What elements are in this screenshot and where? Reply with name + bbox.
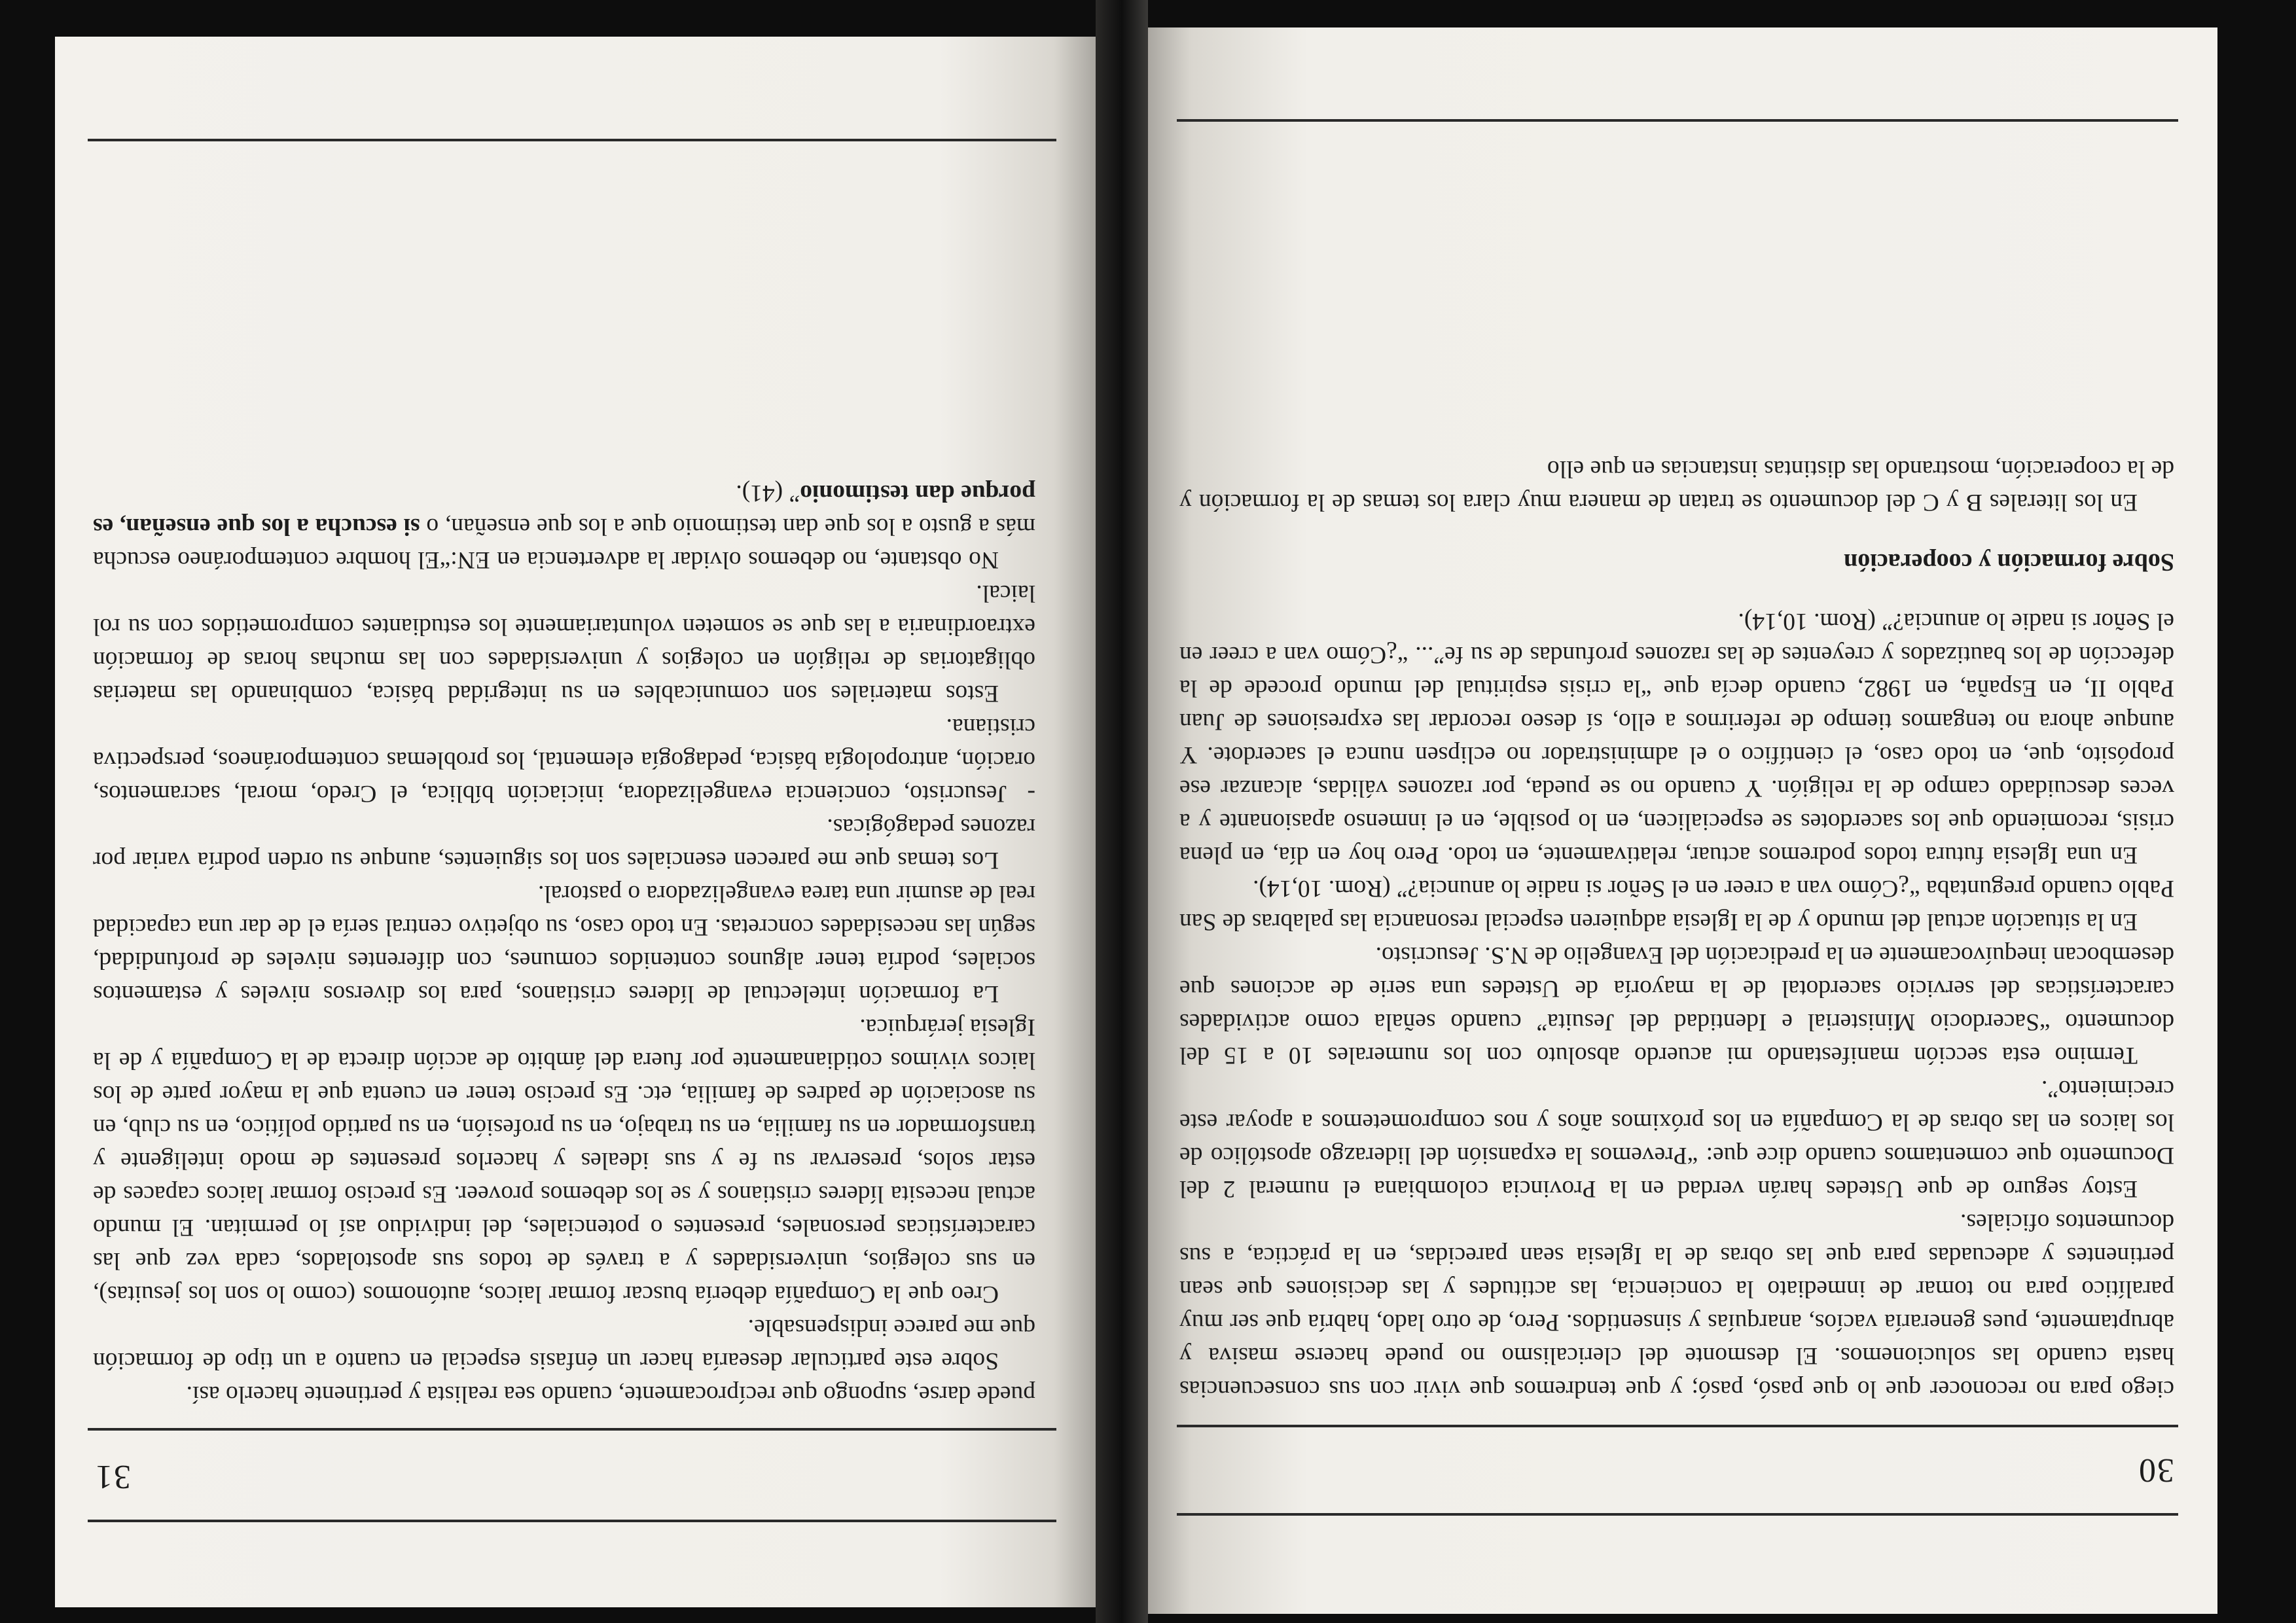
page-31-text [93,476,1035,1411]
continued-paragraph: ciego para no reconocer que lo que pasó, pasó; y que tendremos que vivir con sus consecuencias hasta cuando las solucionemos. El desmonte del clericalismo no puede hacerse masiva y abruptamente, pues generaría vacíos, anarquías y sinsentidos. Pero, de otro lado, habría que ser muy paralítico para no tomar de inmediato la conciencia, las actitudes y las decisiones que sean pertinentes y adecuadas para que las obras de la Iglesia sean parecidas, en la práctica, a sus documentos oficiales. [1179,1209,2174,1402]
list-item [93,710,1035,810]
paragraph: Sobre este particular desearía hacer un énfasis especial en cuanto a un tipo de formación que me parece indispensable. [93,1314,1035,1374]
page-number: 31 [94,1458,131,1495]
bottom-rule [1177,119,2178,122]
paragraph: En los literales B y C del documento se tratan de manera muy clara los temas de la formación y de la cooperación, mostrando las distintas instancias en que ello [1179,455,2174,516]
paragraph: Estoy seguro de que Ustedes harán verdad en la Provincia colombiana el numeral 2 del Documento que comentamos cuando dice que: “Prevemos la expansión del liderazgo apostólico de los laicos en las obras de la Compañía en los próximos años y nos comprometemos a apoyar este crecimiento”. [1179,1075,2174,1202]
closing-paragraph [93,476,1035,577]
emphasized-quote: si escucha a los que enseñan, es porque dan testimonio [93,480,1035,540]
page-31 [55,37,1096,1607]
paragraph: Los temas que me parecen esenciales son los siguientes, aunque su orden podría variar por razones pedagógicas. [93,813,1035,874]
top-rule [88,1520,1056,1522]
paragraph: En una Iglesia futura todos podremos actuar, relativamente, en todo. Pero hoy en día, en plena crisis, recomiendo que los sacerdotes se especialicen, en lo posible, en el inmenso apasionante y a veces descuidado campo de la religión. Y cuando no se pueda, por razones válidas, alcanzar ese propósito, que, en todo caso, el científico o el administrador no eclipsen nunca el sacerdote. Y aunque ahora no tengamos tiempo de referirnos a ello, sí deseo recordar las expresiones de Juan Pablo II, en España, en 1982, cuando decía que “la crisis espiritual del mundo procede de la defección de los bautizados y creyentes de las razones profundas de su fe”... “¿Cómo van a creer en el Señor si nadie lo anuncia?” (Rom. 10,14). [1179,608,2174,868]
header-rule [1177,1425,2178,1427]
paragraph: En la situación actual del mundo y de la Iglesia adquieren especial resonancia las palabras de San Pablo cuando preguntaba “¿Cómo van a creer en el Señor si nadie lo anuncia?” (Rom. 10,14). [1179,875,2174,935]
paragraph: La formación intelectual de líderes cristianos, para los diversos niveles y estamentos sociales, podría tener algunos contenidos comunes, con diferentes niveles de profundidad, según las necesidades concretas. En todo caso, su objetivo central sería el de dar una capacidad real de asumir una tarea evangelizadora o pastoral. [93,880,1035,1007]
closing-text: No obstante, no debemos olvidar la advertencia en EN:“El hombre contemporáneo escucha más a gusto a los que dan testimonio que a los que enseñan, o [93,513,1035,573]
paragraph: Estos materiales son comunicables en su integridad básica, combinando las materias obligatorias de religión en colegios y universidades con las muchas horas de formación extraordinaria a las que se someten voluntariamente los estudiantes comprometidos con su rol laical. [93,580,1035,707]
dash-marker: - [1027,780,1035,807]
book-gutter [1096,0,1148,1623]
paragraph: Termino esta sección manifestando mi acuerdo absoluto con los numerales 10 a 15 del documento “Sacerdocio Ministerial e Identidad del Jesuita” cuando señala como actividades características del servicio sacerdotal de la mayoría de Ustedes una serie de acciones que desembocan inequívocamente en la predicación del Evangelio de N.S. Jesucristo. [1179,942,2174,1069]
header-rule [88,1428,1056,1431]
top-rule [1177,1513,2178,1516]
paragraph: Creo que la Compañía debería buscar formar laicos, autónomos (como lo son los jesuitas), en sus colegios, universidades y a través de todos sus apostolados, cada vez que las características personales, presentes o potenciales, del individuo así lo permitan. El mundo actual necesita líderes cristianos y se los debemos proveer. Es preciso formar laicos capaces de estar solos, preservar su fe y sus ideales y hacerlos presentes de modo inteligente y transformador en su familia, en su trabajo, en su profesión, en su partido político, en su club, en su asociación de padres de familia, etc. Es preciso tener en cuenta que la mayor parte de los laicos vivimos cotidianamente por fuera del ámbito de acción directa de la Compañía y de la Iglesia jerárquica. [93,1014,1035,1308]
bottom-rule [88,139,1056,141]
list-item-text: Jesucristo, conciencia evangelizadora, iniciación bíblica, el Credo, moral, sacramentos, oración, antropología básica, pedagogía elemental, los problemas contemporáneos, perspectiva cristiana. [93,713,1035,807]
continued-paragraph: puede darse, supongo que recíprocamente, cuando sea realista y pertinente hacerlo así. [186,1381,1035,1408]
page-number: 30 [2138,1452,2174,1489]
section-heading: Sobre formación y cooperación [1844,548,2174,576]
page-30 [1148,27,2217,1614]
closing-citation: ” (41). [736,480,800,507]
page-30-text [1179,452,2174,1406]
